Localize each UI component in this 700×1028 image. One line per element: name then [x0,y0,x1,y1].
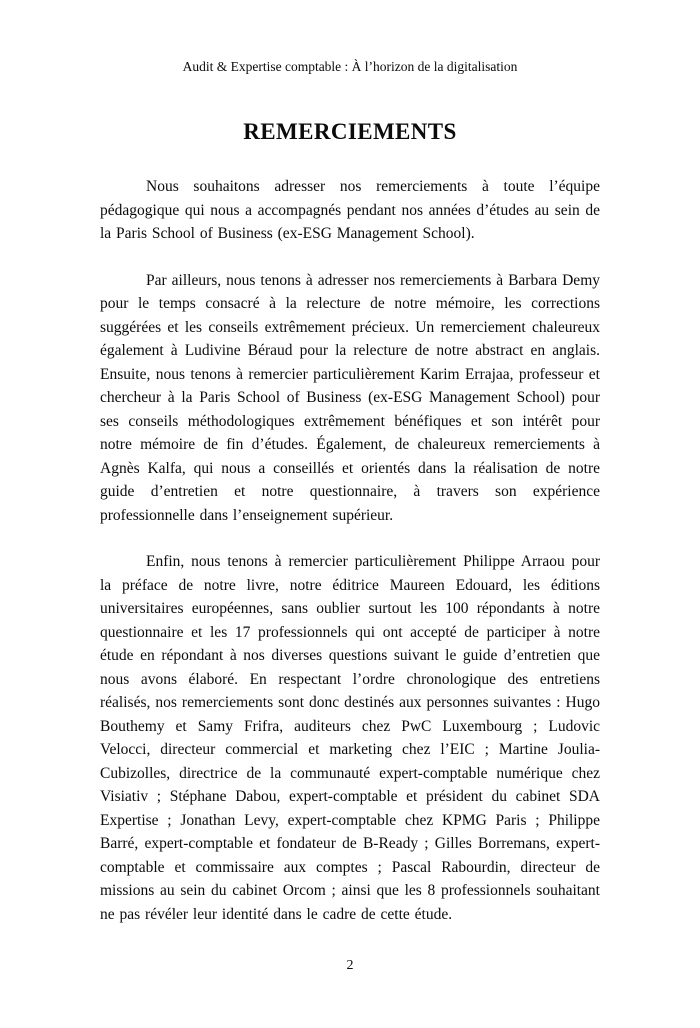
paragraph-acknowledgment-3: Enfin, nous tenons à remercier particulièrement Philippe Arraou pour la préface de notre livre, notre éditrice Maureen Edouard, les éditions universitaires européennes, sans oublier surtout les 100 répondants à notre questionnaire et les 17 professionnels qui ont accepté de participer à notre étude en répondant à nos diverses questions suivant le guide d’entretien que nous avons élaboré. En respectant l’ordre chronologique des entretiens réalisés, nos remerciements sont donc destinés aux personnes suivantes : Hugo Bouthemy et Samy Frifra, auditeurs chez PwC Luxembourg ; Ludovic Velocci, directeur commercial et marketing chez l’EIC ; Martine Joulia-Cubizolles, directrice de la communauté expert-comptable numérique chez Visiativ ; Stéphane Dabou, expert-comptable et président du cabinet SDA Expertise ; Jonathan Levy, expert-comptable chez KPMG Paris ; Philippe Barré, expert-comptable et fondateur de B-Ready ; Gilles Borremans, expert-comptable et commissaire aux comptes ; Pascal Rabourdin, directeur de missions au sein du cabinet Orcom ; ainsi que les 8 professionnels souhaitant ne pas révéler leur identité dans le cadre de cette étude. [100,553,600,923]
page-number: 2 [346,958,354,973]
paragraph-acknowledgment-1: Nous souhaitons adresser nos remerciements à toute l’équipe pédagogique qui nous a accompagnés pendant nos années d’études au sein de la Paris School of Business (ex-ESG Management School). [100,178,600,242]
paragraph-acknowledgment-2: Par ailleurs, nous tenons à adresser nos remerciements à Barbara Demy pour le temps consacré à la relecture de notre mémoire, les corrections suggérées et les conseils extrêmement précieux. Un remerciement chaleureux également à Ludivine Béraud pour la relecture de notre abstract en anglais. Ensuite, nous tenons à remercier particulièrement Karim Errajaa, professeur et chercheur à la Paris School of Business (ex-ESG Management School) pour ses conseils méthodologiques extrêmement bénéfiques et son intérêt pour notre mémoire de fin d’études. Également, de chaleureux remerciements à Agnès Kalfa, qui nous a conseillés et orientés dans la réalisation de notre guide d’entretien et notre questionnaire, à travers son expérience professionnelle dans l’enseignement supérieur. [100,271,600,524]
running-header: Audit & Expertise comptable : À l’horizon de la digitalisation [182,59,518,74]
page-title: REMERCIEMENTS [243,119,457,144]
